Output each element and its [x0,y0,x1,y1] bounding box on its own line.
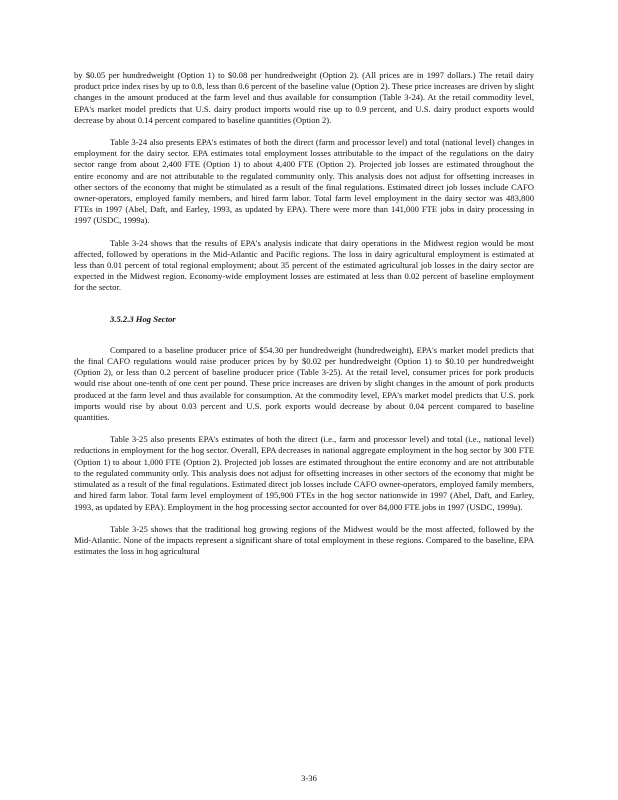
page-number: 3-36 [301,773,317,783]
section-heading-hog-sector: 3.5.2.3 Hog Sector [110,313,176,324]
paragraph-hog-employment: Table 3-25 also presents EPA's estimates of both the direct (i.e., farm and processor level) and total (i.e., national level) reductions in employment for the hog sector. Overall, EPA decreases in national aggregate employment in the hog sector by 300 FTE (Option 1) to about 1,000 FTE (Option 2). Projected job losses are estimated throughout the entire economy and are not attributable to the regulated community only. This analysis does not adjust for offsetting increases in other sectors of the economy that might be stimulated as a result of the final regulations. Estimated direct job losses include CAFO owner-operators, employed family members, and hired farm labor. Total farm level employment of 195,900 FTEs in the hog sector nationwide in 1997 (Abel, Daft, and Earley, 1993, as updated by EPA). Employment in the hog processing sector accounted for over 84,000 FTE jobs in 1997 (USDC, 1999a). [74,434,534,512]
paragraph-dairy-regional: Table 3-24 shows that the results of EPA's analysis indicate that dairy operations in the Midwest region would be most affected, followed by operations in the Mid-Atlantic and Pacific regions. The loss in dairy agricultural employment is estimated at less than 0.01 percent of total regional employment; about 35 percent of the estimated agricultural job losses in the dairy sector are expected in the Midwest region. Economy-wide employment losses are estimated at less than 0.02 percent of baseline employment for the sector. [74,237,534,293]
paragraph-dairy-employment: Table 3-24 also presents EPA's estimates of both the direct (farm and processor level) and total (national level) changes in employment for the dairy sector. EPA estimates total employment losses attributable to the impact of the regulations on the dairy sector range from about 2,400 FTE (Option 1) to about 4,400 FTE (Option 2). Projected job losses are estimated throughout the entire economy and are not attributable to the regulated community only. This analysis does not adjust for offsetting increases in other sectors of the economy that might be stimulated as a result of the final regulations. Estimated direct job losses include CAFO owner-operators, employed family members, and hired farm labor. Total farm level employment in the dairy sector was 483,800 FTEs in 1997 (Abel, Daft, and Earley, 1993, as updated by EPA). There were more than 141,000 FTE jobs in dairy processing in 1997 (USDC, 1999a). [74,137,534,226]
document-body [74,70,534,557]
paragraph-hog-prices: Compared to a baseline producer price of $54.30 per hundredweight (hundredweight), EPA's market model predicts that the final CAFO regulations would raise producer prices by by $0.02 per hundredweight (Option 1) to $0.10 per hundredweight (Option 2), or less than 0.2 percent of baseline producer price (Table 3-25). At the retail level, consumer prices for pork products would rise about one-tenth of one cent per pound. These price increases are driven by slight changes in the amount of pork products produced at the farm level and thus available for consumption. At the commodity level, EPA's market model predicts that U.S. pork imports would rise by about 0.03 percent and U.S. pork exports would decrease by about 0.04 percent compared to baseline quantities. [74,344,534,423]
paragraph-dairy-prices: by $0.05 per hundredweight (Option 1) to $0.08 per hundredweight (Option 2). (All prices are in 1997 dollars.) The retail dairy product price index rises by up to 0.8, less than 0.6 percent of the baseline value (Option 2). These price increases are driven by slight changes in the amount produced at the farm level and thus available for consumption (Table 3-24). At the retail commodity level, EPA's market model predicts that U.S. dairy product imports would rise up to 0.9 percent, and U.S. dairy product exports would decrease by about 0.14 percent compared to baseline quantities (Option 2). [74,70,534,125]
paragraph-hog-regional: Table 3-25 shows that the traditional hog growing regions of the Midwest would be the most affected, followed by the Mid-Atlantic. None of the impacts represent a significant share of total employment in these regions. Compared to the baseline, EPA estimates the loss in hog agricultural [74,523,534,557]
